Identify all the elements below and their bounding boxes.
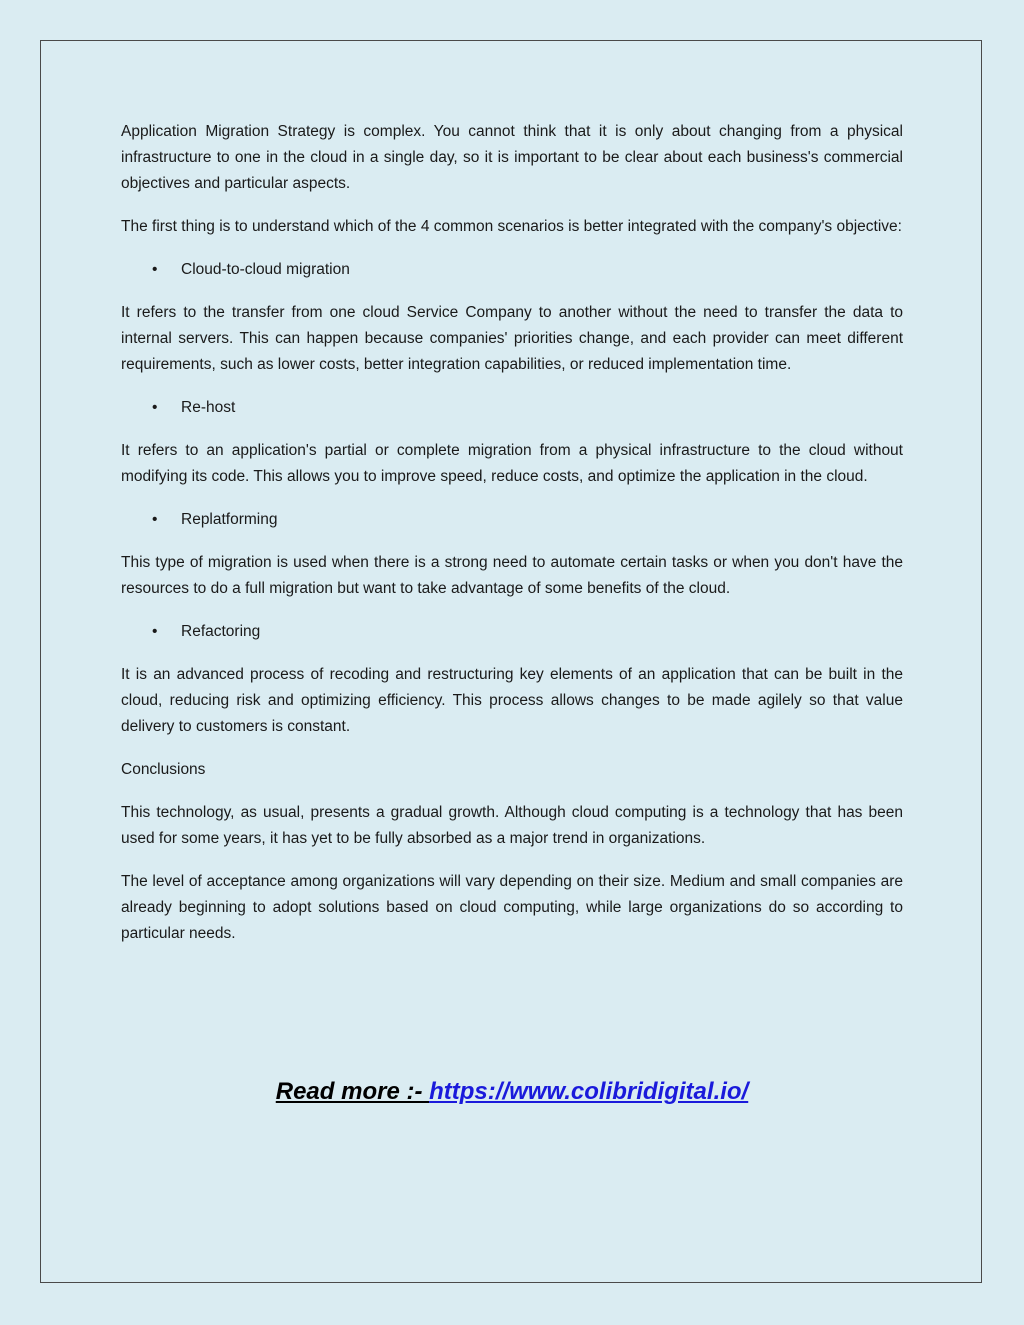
bullet-icon: •	[152, 511, 158, 528]
section-paragraph-refactoring: It is an advanced process of recoding and restructuring key elements of an application that can be built in the cloud, reducing risk and optimizing efficiency. This process allows changes to be made agilely so that value delivery to customers is constant.	[121, 666, 903, 735]
bullet-item-cloud-to-cloud	[121, 257, 903, 283]
bullet-item-re-host	[121, 395, 903, 421]
conclusions-heading: Conclusions	[121, 761, 206, 778]
read-more-link[interactable]: https://www.colibridigital.io/	[429, 1078, 749, 1105]
bullet-label: Cloud-to-cloud migration	[181, 261, 350, 278]
read-more-line	[0, 1078, 1024, 1106]
read-more-label: Read more :-	[275, 1078, 430, 1105]
bullet-label: Replatforming	[181, 511, 278, 528]
section-paragraph-cloud-to-cloud: It refers to the transfer from one cloud Service Company to another without the need to transfer the data to internal servers. This can happen because companies' priorities change, and each provider can meet different requirements, such as lower costs, better integration capabilities, or reduced implementation time.	[121, 304, 903, 373]
bullet-icon: •	[152, 623, 158, 640]
conclusions-paragraph-1: This technology, as usual, presents a gradual growth. Although cloud computing is a technology that has been used for some years, it has yet to be fully absorbed as a major trend in organizations.	[121, 804, 903, 847]
bullet-icon: •	[152, 261, 158, 278]
section-paragraph-replatforming: This type of migration is used when there is a strong need to automate certain tasks or when you don't have the resources to do a full migration but want to take advantage of some benefits of the cloud.	[121, 554, 903, 597]
conclusions-paragraph-2: The level of acceptance among organizations will vary depending on their size. Medium and small companies are already beginning to adopt solutions based on cloud computing, while large organizations do so according to particular needs.	[121, 873, 903, 942]
intro-paragraph: Application Migration Strategy is complex. You cannot think that it is only about changing from a physical infrastructure to one in the cloud in a single day, so it is important to be clear about each business's commercial objectives and particular aspects.	[121, 123, 903, 192]
scenarios-intro-paragraph: The first thing is to understand which of the 4 common scenarios is better integrated with the company's objective:	[121, 218, 902, 235]
bullet-label: Refactoring	[181, 623, 261, 640]
bullet-item-refactoring	[121, 619, 903, 645]
bullet-label: Re-host	[181, 399, 236, 416]
bullet-item-replatforming	[121, 507, 903, 533]
section-paragraph-re-host: It refers to an application's partial or complete migration from a physical infrastructure to the cloud without modifying its code. This allows you to improve speed, reduce costs, and optimize the application in the cloud.	[121, 442, 903, 485]
bullet-icon: •	[152, 399, 158, 416]
document-body	[121, 119, 903, 964]
